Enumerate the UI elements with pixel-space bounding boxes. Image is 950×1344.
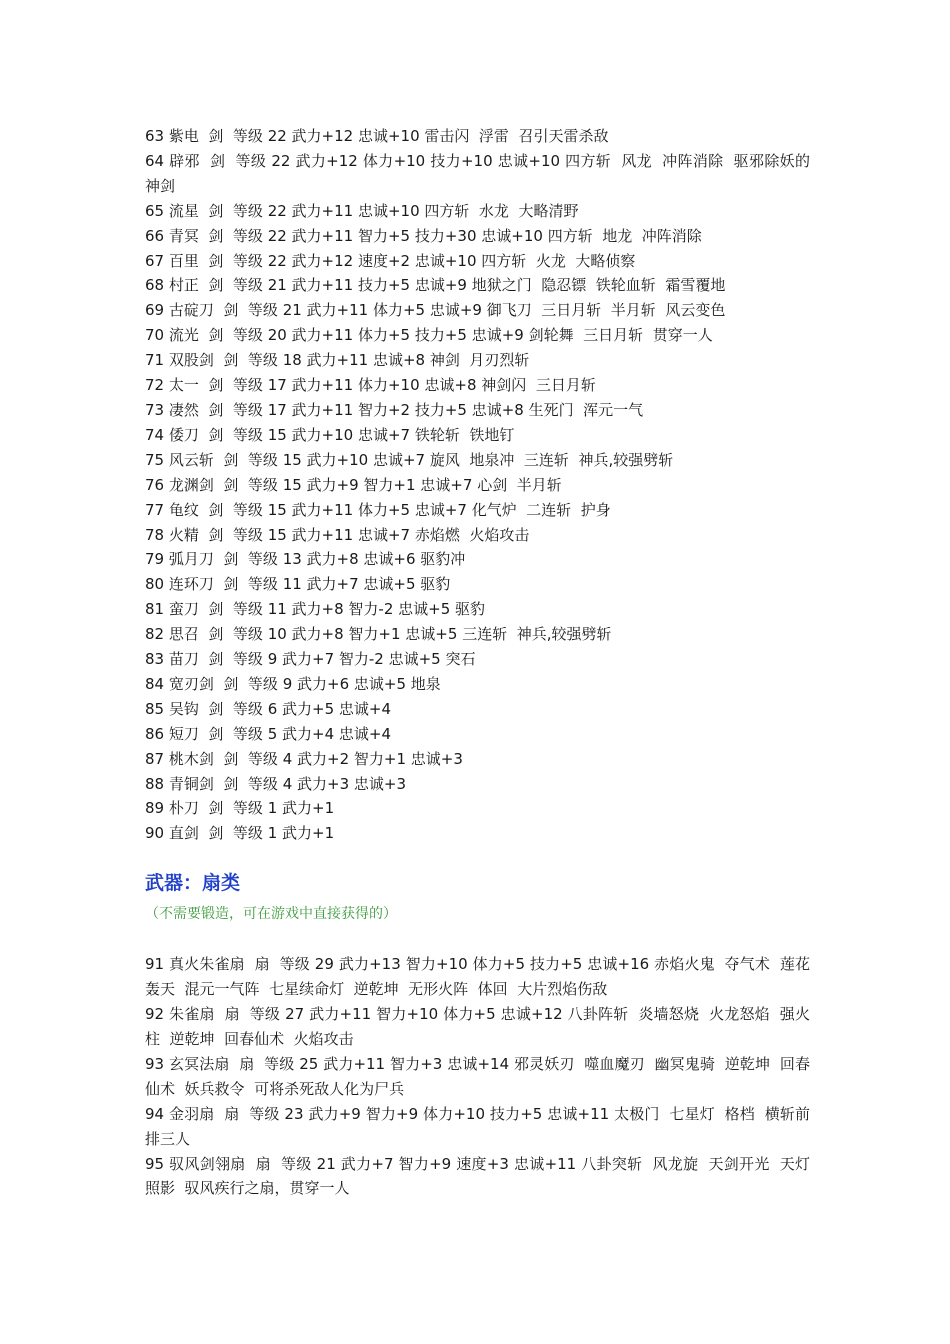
list-item: 68 村正 剑 等级 21 武力+11 技力+5 忠诚+9 地狱之门 隐忍镖 铁轮血斩 霜雪覆地	[145, 276, 726, 295]
list-item: 72 太一 剑 等级 17 武力+11 体力+10 忠诚+8 神剑闪 三日月斩	[145, 376, 596, 395]
list-item: 77 龟纹 剑 等级 15 武力+11 体力+5 忠诚+7 化气炉 二连斩 护身	[145, 500, 611, 519]
list-item: 66 青冥 剑 等级 22 武力+11 智力+5 技力+30 忠诚+10 四方斩 地龙 冲阵消除	[145, 226, 702, 245]
list-item: 74 倭刀 剑 等级 15 武力+10 忠诚+7 铁轮斩 铁地钉	[145, 425, 515, 444]
list-item: 83 苗刀 剑 等级 9 武力+7 智力-2 忠诚+5 突石	[145, 650, 476, 669]
list-item: 64 辟邪 剑 等级 22 武力+12 体力+10 技力+10 忠诚+10 四方斩 风龙 冲阵消除 驱邪除妖的神剑	[145, 151, 810, 195]
list-item: 95 驭风剑翎扇 扇 等级 21 武力+7 智力+9 速度+3 忠诚+11 八卦突斩 风龙旋 天剑开光 天灯照影 驭风疾行之扇，贯穿一人	[145, 1154, 810, 1198]
weapon-list-fans	[145, 952, 810, 1201]
list-item: 73 凄然 剑 等级 17 武力+11 智力+2 技力+5 忠诚+8 生死门 浑元一气	[145, 400, 644, 419]
list-item: 79 弧月刀 剑 等级 13 武力+8 忠诚+6 驱豹冲	[145, 550, 466, 569]
section-spacer	[145, 926, 810, 952]
list-item: 78 火精 剑 等级 15 武力+11 忠诚+7 赤焰燃 火焰攻击	[145, 525, 530, 544]
list-item: 65 流星 剑 等级 22 武力+11 忠诚+10 四方斩 水龙 大略清野	[145, 201, 579, 220]
list-item: 93 玄冥法扇 扇 等级 25 武力+11 智力+3 忠诚+14 邪灵妖刃 噬血魔刃 幽冥鬼骑 逆乾坤 回春仙术 妖兵救令 可将杀死敌人化为尸兵	[145, 1054, 810, 1098]
list-item: 80 连环刀 剑 等级 11 武力+7 忠诚+5 驱豹	[145, 575, 451, 594]
list-item: 94 金羽扇 扇 等级 23 武力+9 智力+9 体力+10 技力+5 忠诚+11 太极门 七星灯 格档 横斩前排三人	[145, 1104, 810, 1148]
list-item: 67 百里 剑 等级 22 武力+12 速度+2 忠诚+10 四方斩 火龙 大略侦察	[145, 251, 636, 270]
weapon-list-swords	[145, 124, 810, 846]
list-item: 76 龙渊剑 剑 等级 15 武力+9 智力+1 忠诚+7 心剑 半月斩	[145, 475, 562, 494]
document-page	[145, 124, 810, 1201]
section-title: 武器：扇类	[145, 872, 241, 895]
list-item: 90 直剑 剑 等级 1 武力+1	[145, 824, 335, 843]
list-item: 86 短刀 剑 等级 5 武力+4 忠诚+4	[145, 724, 391, 743]
list-item: 75 风云斩 剑 等级 15 武力+10 忠诚+7 旋风 地泉冲 三连斩 神兵,较强劈斩	[145, 450, 674, 469]
list-item: 89 朴刀 剑 等级 1 武力+1	[145, 799, 335, 818]
list-item: 69 古碇刀 剑 等级 21 武力+11 体力+5 忠诚+9 御飞刀 三日月斩 半月斩 风云变色	[145, 301, 726, 320]
list-item: 63 紫电 剑 等级 22 武力+12 忠诚+10 雷击闪 浮雷 召引天雷杀敌	[145, 127, 609, 145]
list-item: 91 真火朱雀扇 扇 等级 29 武力+13 智力+10 体力+5 技力+5 忠诚+16 赤焰火鬼 夺气术 莲花轰天 混元一气阵 七星续命灯 逆乾坤 无形火阵 体回 大片烈焰伤敌	[145, 955, 810, 999]
list-item: 88 青铜剑 剑 等级 4 武力+3 忠诚+3	[145, 774, 406, 793]
list-item: 85 吴钩 剑 等级 6 武力+5 忠诚+4	[145, 699, 391, 718]
list-item: 70 流光 剑 等级 20 武力+11 体力+5 技力+5 忠诚+9 剑轮舞 三日月斩 贯穿一人	[145, 326, 713, 345]
list-item: 82 思召 剑 等级 10 武力+8 智力+1 忠诚+5 三连斩 神兵,较强劈斩	[145, 625, 612, 644]
section-note: （不需要锻造，可在游戏中直接获得的）	[145, 906, 397, 923]
list-item: 81 蛮刀 剑 等级 11 武力+8 智力-2 忠诚+5 驱豹	[145, 600, 486, 619]
list-item: 71 双股剑 剑 等级 18 武力+11 忠诚+8 神剑 月刃烈斩	[145, 351, 530, 370]
list-item: 92 朱雀扇 扇 等级 27 武力+11 智力+10 体力+5 忠诚+12 八卦阵斩 炎墙怒烧 火龙怒焰 强火柱 逆乾坤 回春仙术 火焰攻击	[145, 1005, 810, 1048]
list-item: 84 宽刃剑 剑 等级 9 武力+6 忠诚+5 地泉	[145, 674, 441, 693]
list-item: 87 桃木剑 剑 等级 4 武力+2 智力+1 忠诚+3	[145, 749, 463, 768]
